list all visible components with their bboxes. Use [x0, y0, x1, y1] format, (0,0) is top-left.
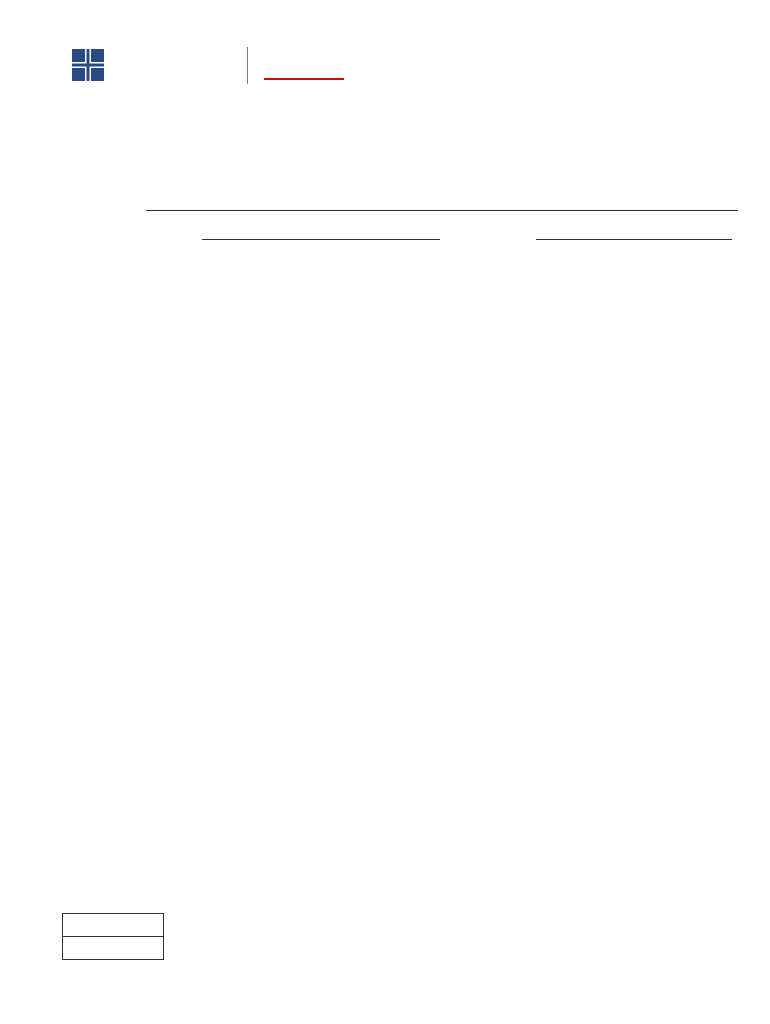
- revised-row: [63, 937, 164, 960]
- partner-underline: [264, 78, 344, 80]
- revised-label: [63, 937, 164, 960]
- reviewed-row: [63, 914, 164, 937]
- effective-date-value: [202, 239, 440, 240]
- reviewed-label: [63, 914, 164, 937]
- policy-title: [146, 210, 738, 211]
- unitypoint-cross-icon: [72, 49, 104, 81]
- review-table: [62, 913, 164, 960]
- approved-signature: [536, 239, 732, 240]
- logo-divider: [247, 47, 248, 84]
- header-logo: [72, 47, 344, 87]
